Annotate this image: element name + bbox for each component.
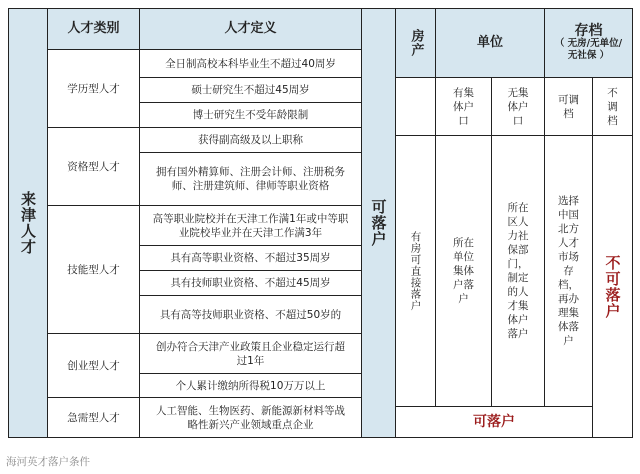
definition-text: 具有技师职业资格、不超过45周岁 — [170, 277, 331, 289]
subheader-without-collective — [491, 77, 545, 136]
header-definition-label: 人才定义 — [224, 21, 277, 36]
definition-cell — [139, 127, 362, 153]
definition-cell — [139, 102, 362, 128]
outcome-housing — [395, 135, 436, 407]
header-definition — [139, 8, 362, 50]
definition-cell — [139, 77, 362, 103]
group-label-cell — [8, 8, 48, 438]
outcome-without-collective — [491, 135, 545, 407]
definition-text: 具有高等技师职业资格、不超过50岁的 — [159, 308, 342, 321]
subheader-without-collective-label: 无集体户口 — [507, 86, 529, 127]
outcome-no-transfer-text: 不可落户 — [603, 254, 622, 319]
category-label: 学历型人才 — [67, 82, 120, 95]
category-cell — [47, 333, 140, 398]
outcome-housing-text: 有房可直接落户 — [409, 230, 422, 312]
definition-cell — [139, 205, 362, 246]
outcome-no-transfer — [592, 135, 633, 438]
category-cell — [47, 49, 140, 128]
definition-text: 获得副高级及以上职称 — [198, 134, 303, 146]
category-label: 技能型人才 — [67, 263, 120, 276]
subheader-no-transfer-label: 不调档 — [607, 86, 618, 127]
header-category-label: 人才类别 — [67, 21, 120, 36]
eligible-label: 可落户 — [369, 199, 388, 247]
category-cell — [47, 205, 140, 334]
header-archive-label: 存档 — [574, 23, 603, 39]
category-label: 急需型人才 — [67, 411, 120, 424]
definition-cell — [139, 333, 362, 374]
header-employer — [435, 8, 545, 78]
outcome-with-collective — [435, 135, 492, 407]
outcome-transfer — [544, 135, 593, 407]
definition-text: 高等职业院校并在天津工作满1年或中等职业院校毕业并在天津工作满3年 — [152, 212, 349, 239]
definition-text: 个人累计缴纳所得税10万万以上 — [175, 379, 326, 392]
subheader-transfer — [544, 77, 593, 136]
header-category — [47, 8, 140, 50]
group-label: 来津人才 — [19, 191, 37, 255]
definition-cell — [139, 295, 362, 334]
category-cell — [47, 397, 140, 438]
outcome-with-collective-text: 所在单位集体户落户 — [453, 237, 474, 305]
header-housing — [395, 8, 436, 78]
definition-text: 创办符合天津产业政策且企业稳定运行超过1年 — [156, 340, 345, 367]
eligible-label-cell — [361, 8, 396, 438]
definition-text: 人工智能、生物医药、新能源新材料等战略性新兴产业领域重点企业 — [156, 404, 345, 431]
outcome-bottom-eligible-text: 可落户 — [473, 414, 515, 430]
subheader-with-collective — [435, 77, 492, 136]
header-employer-label: 单位 — [476, 35, 503, 50]
subheader-no-transfer — [592, 77, 633, 136]
definition-cell — [139, 397, 362, 438]
subheader-housing-blank — [395, 77, 436, 136]
definition-text: 博士研究生不受年龄限制 — [192, 109, 309, 121]
definition-text: 全日制高校本科毕业生不超过40周岁 — [165, 57, 336, 70]
definition-text: 拥有国外精算师、注册会计师、注册税务师、注册建筑师、律师等职业资格 — [156, 166, 345, 192]
header-archive-note: （ 无房/无单位/无社保 ） — [554, 38, 623, 61]
definition-cell — [139, 373, 362, 398]
definition-cell — [139, 245, 362, 271]
definition-text: 具有高等职业资格、不超过35周岁 — [170, 252, 331, 264]
definition-cell — [139, 152, 362, 206]
category-label: 创业型人才 — [67, 359, 120, 372]
subheader-with-collective-label: 有集体户口 — [453, 86, 474, 127]
outcome-bottom-eligible — [395, 406, 593, 438]
category-label: 资格型人才 — [67, 160, 120, 173]
header-archive — [544, 8, 633, 78]
image-caption: 海河英才落户条件 — [6, 456, 90, 468]
header-housing-label: 房产 — [408, 29, 424, 57]
category-cell — [47, 127, 140, 206]
outcome-transfer-text: 选择中国北方人才市场存档，再办理集体落户 — [558, 195, 579, 347]
definition-cell — [139, 49, 362, 78]
definition-cell — [139, 270, 362, 296]
definition-text: 硕士研究生不超过45周岁 — [191, 84, 310, 96]
outcome-without-collective-text: 所在区人力社保部门，制定的人才集体户落户 — [507, 202, 529, 340]
subheader-transfer-label: 可调档 — [558, 93, 579, 120]
